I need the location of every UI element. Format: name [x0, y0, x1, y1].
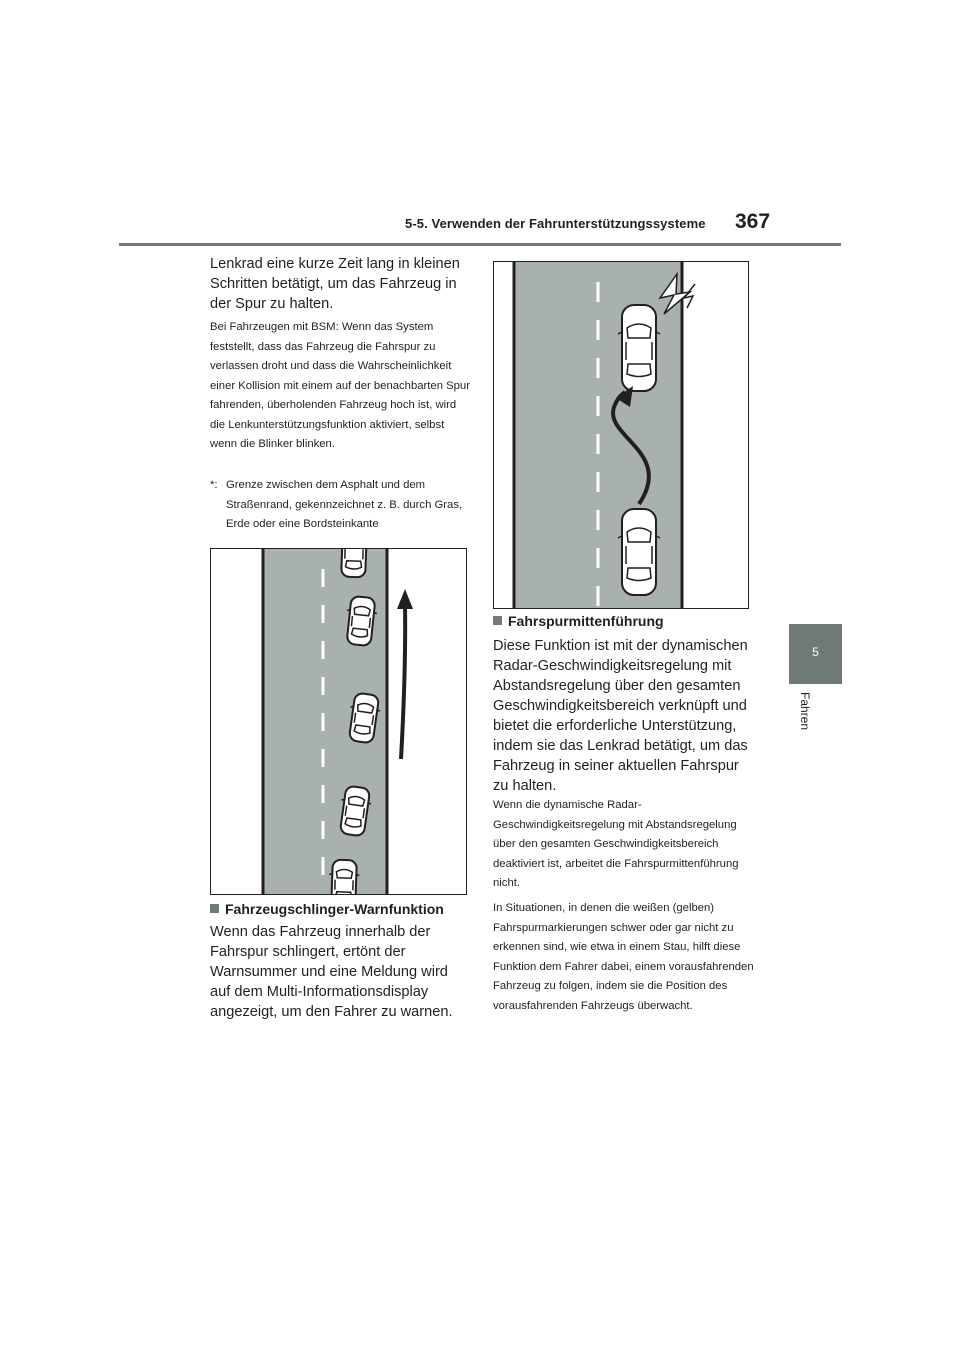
heading-bullet [210, 904, 219, 913]
lane-centering-text: Diese Funktion ist mit der dynamischen Radar-Geschwindigkeitsregelung mit Abstandsregelung über den gesamten Geschwindigkeitsbereich verknüpft und bietet die erforderliche Unterstützung, indem sie das Lenkrad betätigt, um das Fahrzeug in seiner aktuellen Fahrspur zu halten. [493, 638, 748, 794]
heading-bullet [493, 616, 502, 625]
lane-centering-heading [493, 612, 763, 630]
chapter-number: 5 [812, 645, 819, 659]
footnote [210, 476, 470, 535]
vehicle-leading [618, 305, 660, 391]
sway-warning-illustration [210, 548, 467, 895]
sway-road-graphic [211, 549, 466, 894]
sway-warning-heading [210, 900, 480, 918]
sway-warning-heading-text: Fahrzeugschlinger-Warnfunktion [225, 901, 444, 917]
vehicle-bottom [328, 859, 360, 894]
bsm-note: Bei Fahrzeugen mit BSM: Wenn das System feststellt, dass das Fahrzeug die Fahrspur zu verlassen droht und dass die Wahrscheinlichkeit einer Kollision mit einem auf der benachbarten Spur fahrenden, überholenden Fahrzeug hoch ist, wird die Lenkunterstützungsfunktion aktiviert, selbst wenn die Blinker blinken. [210, 321, 470, 450]
lane-centering-heading-text: Fahrspurmittenführung [508, 613, 664, 629]
vehicle-following [618, 509, 660, 595]
direction-arrow [401, 604, 405, 759]
header-rule [119, 243, 841, 246]
vehicle-top [338, 549, 370, 578]
footnote-text: Grenze zwischen dem Asphalt und dem Straßenrand, gekennzeichnet z. B. durch Gras, Erde oder eine Bordsteinkante [226, 479, 463, 530]
footnote-marker: *: [210, 479, 218, 491]
lightning-small-icon [684, 284, 695, 308]
direction-arrow-head [397, 589, 413, 609]
lane-centering-graphic [494, 262, 748, 608]
traffic-jam-note: In Situationen, in denen die weißen (gelben) Fahrspurmarkierungen schwer oder gar nicht zu erkennen sind, wie etwa in einem Stau, hilft diese Funktion dem Fahrer dabei, einem vorausfahrenden Fahrzeug zu folgen, indem sie die Position des vorausfahrenden Fahrzeugs überwacht. [493, 902, 754, 1012]
lane-centering-illustration [493, 261, 749, 609]
intro-paragraph: Lenkrad eine kurze Zeit lang in kleinen Schritten betätigt, um das Fahrzeug in der Spur zu halten. [210, 256, 460, 312]
section-header-title: 5-5. Verwenden der Fahrunterstützungssysteme [405, 216, 706, 231]
page-number: 367 [735, 210, 771, 233]
radar-cruise-note: Wenn die dynamische Radar-Geschwindigkeitsregelung mit Abstandsregelung über den gesamten Geschwindigkeitsbereich deaktiviert ist, arbeitet die Fahrspurmittenführung nicht. [493, 799, 739, 889]
sway-warning-text: Wenn das Fahrzeug innerhalb der Fahrspur schlingert, ertönt der Warnsummer und eine Meldung wird auf dem Multi-Informationsdisplay angezeigt, um den Fahrer zu warnen. [210, 924, 453, 1020]
chapter-name: Fahren [798, 692, 812, 731]
